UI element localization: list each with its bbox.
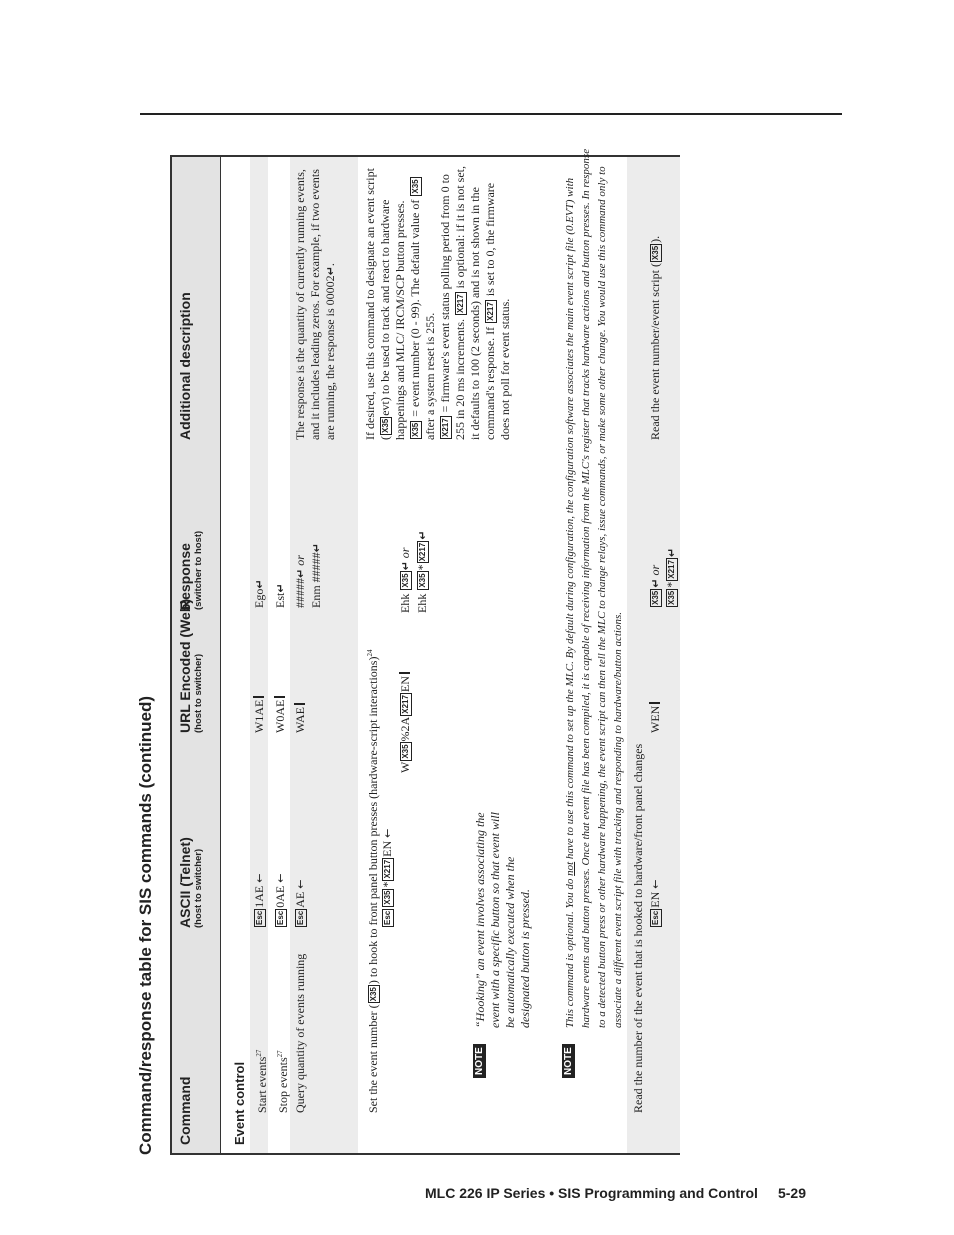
query-events-command: Query quantity of events running — [293, 953, 307, 1113]
header-ascii: ASCII (Telnet) (host to switcher) — [177, 837, 204, 928]
table-header — [172, 157, 221, 1153]
set-event-desc-p2: X35 = event number (0 - 99). The default value of X35 after a system reset is 255. — [408, 179, 437, 440]
set-event-url: WX35%2AX217EN — [398, 672, 413, 773]
header-description: Additional description — [177, 292, 193, 440]
header-url: URL Encoded (Web) (host to switcher) — [177, 598, 204, 733]
read-event-description: Read the event number/event script (X35). — [648, 235, 662, 440]
footer-title: MLC 226 IP Series • SIS Programming and Control — [425, 1185, 758, 1201]
stop-events-url: W0AE — [273, 696, 288, 733]
read-event-command: Read the number of the event that is hooked to hardware/front panel changes — [631, 743, 645, 1113]
table-title: Command/response table for SIS commands (continued) — [136, 695, 155, 1155]
read-event-url: WEN — [648, 702, 663, 733]
query-events-url: WAE — [293, 703, 308, 733]
note-2-text: This command is optional. You do not have to use this command to set up the MLC. By default during configuration, the configuration software associates the main event script file (0.EVT) with hardware events and button presses. Once that event file has been compiled, it is capable of receiving information from the MLC's register that tracks hardware actions and button presses. In response to a detected button press or other hardware happening, the event script can then tell the MLC to change relays, issue commands, or make some other change. You would use this command only to associate a different event script file with tracking and responding to hardware/button actions. — [564, 148, 624, 1028]
row-band-start — [250, 157, 268, 1153]
note-1-text: “Hooking” an event involves associating the event with a specific button so that event will be automatically executed when the designated button is pressed. — [473, 812, 532, 1028]
command-table — [170, 148, 680, 1155]
stop-events-response: Est↵ — [273, 583, 287, 608]
set-event-response-2: Ehk X35*X217↵ — [415, 530, 429, 613]
set-event-description — [363, 162, 513, 440]
query-events-description: The response is the quantity of currently running events, and it includes leading zeros. For example, if two events are running, the response is 00002↵. — [293, 169, 337, 440]
section-event-control: Event control — [232, 1061, 247, 1145]
note-badge-2: NOTE — [562, 1044, 575, 1078]
stop-events-command: Stop events$^{27}$ — [276, 1050, 290, 1113]
start-events-response: Ego↵ — [252, 579, 266, 608]
note-badge-1: NOTE — [473, 1044, 486, 1078]
query-events-ascii: EscAE ← — [293, 879, 307, 925]
read-event-response-1: X35↵ or — [648, 564, 662, 605]
start-events-ascii: Esc1AE ← — [252, 873, 266, 925]
start-events-command: Start events$^{27}$ — [255, 1049, 269, 1113]
set-event-desc-p1: If desired, use this command to designate an event script (X35evt) to be used to track and react to hardware happenings and MLC/ IRCM/SCP button presses. — [363, 168, 407, 440]
set-event-desc-p3: X217 = firmware's event status polling period from 0 to 255 in 20 ms increments. X217 is optional: if it is not set, it defaults to 100 (2 seconds) and is not shown in the command's response. If X217 is set to 0, the firmware does not poll for event status. — [438, 165, 512, 440]
start-events-url: W1AE — [252, 696, 267, 733]
page-number: 5-29 — [777, 1185, 806, 1201]
set-event-command: Set the event number (X35) to hook to front panel button presses (hardware-script interactions)$^{24}$ — [366, 649, 380, 1113]
set-event-response-1: Ehk X35↵ or — [398, 547, 412, 613]
query-events-response-2: Enm #####↵ — [309, 543, 323, 608]
stop-events-ascii: Esc0AE ← — [273, 873, 287, 925]
header-command: Command — [177, 1076, 193, 1145]
read-event-ascii: EscEN ← — [648, 879, 662, 925]
query-events-response-1: #####↵ or — [293, 555, 307, 608]
set-event-ascii: EscX35*X217EN ← — [380, 828, 394, 925]
rotated-table-region — [135, 105, 735, 1155]
header-response: Response (switcher to host) — [177, 530, 204, 610]
page-footer — [425, 1185, 806, 1201]
read-event-response-2: X35*X217↵ — [664, 547, 678, 605]
